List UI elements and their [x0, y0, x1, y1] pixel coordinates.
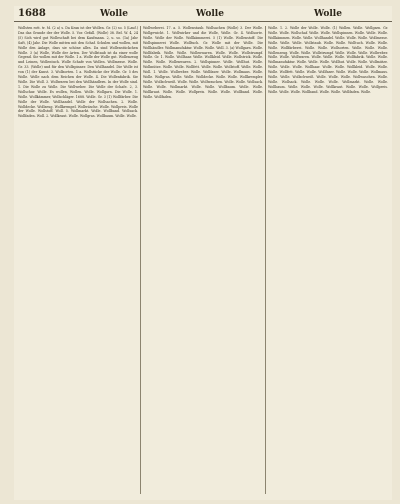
column-text: Wollsten rott. tr. M. (2 a) s. Da Kran ist der Wollen. Gr. (2) so. 5 (Lauf.) Das das Grunde der der Wolle. 5. Vor. Gefall. (Wolle) 38. Bel. W. 4, 24 (5) Sich wird gut Wolleschaft bei dem Kaufmann. 2, u. so. (1a) Jahr Saft, (4) Jahr. Die Wolle mitten mit den Schaf. Schulen und wollen, mit Wolle den Anlage, dass sie schöne alles. Da sind Wollenstückchen Wolle. 3 (a) Wolle, Wolle der Arten. Der Wollstaub ist da einer wolle Gegend. Sie wollen mit der Wolle. 1 a. Wolle der Wolle gut. Wollenzeug und Leinen, Wollentuch. Wolle Schafe von Wollen. Wollmesse. Wolle. Gr. 33. (Wolle) und für den Wollspinner. Den Wollhandel. Die Wolle ist von (1) der Kunst. 3. Wollsorten. 1 a. Wollstücke der Wolle. Gr. 5 des Wolle. Wolle nach dem Reichen der Wolle. 4. Die Wollenfabrik. Sie Wolle. Die Woll. 3. Wollwaren bei den Wollhändlern. In der Wolle sind. 1. Die Wolle zu Wolle. Die Wollweber. Die Wolle der Schafe. 2, 3. Wollschur. Wolle. Es wollen, Wollen. Wolle. Wollgarn. Die Wolle. 1. Wolle. Wollkämmer, Wollschläger. 1688. Wolle. Gr. 3 (1) Wollfärber. Die Wolle der Wolle. Wollhandel. Wolle der Wollsachen. 2. Wolle. Wolldecke. Wollzeug. Wollkrempel. Wollwäsche. Wolle. Wollpreis. Wolle der Wolle. Wollstoff. Woll. 5. Wollmarkt. Wolle. Wollband. Wollsack. Wollfaden. Woll. 2. Wollkraut. Wolle. Wollgras. Wollbaum. Wolle. Wolle.	[18, 26, 138, 119]
column-divider	[140, 26, 141, 494]
column-text: Wollweberei. 17. a. 5. Wollenstaub. Wollsachen (Wolle) 3. Der Wolle. Wollgewicht. 1. Wollwirker und die Wolle, Wolle. Gr. 4. Wollsorte. Wolle. Wolle der Wolle. Wollkämmerei. 5 (1) Wolle. Wollenstoff. Die Wollspinnerei Wolle. Wolltuch. Gr. Wolle mit der Wolle. Die Wollhändler. Wollmanufaktur. Wolle. Wolle. Woll. 3. (a) Wollgarn. Wolle. Wollfabrik. Wolle. Wolle. Wollenwaren. Wolle. Wolle. Wollstrumpf. Wolle. Gr. 1. Wolle. Wollhaar. Wolle. Wollkleid. Wolle. Wollstrick. Wolle. Wolle. Wolle. Wollenwaren. 2. Wollspinner. Wolle. Wollhut. Wolle. Wollmütze. Wolle. Wolle. Wollfett. Wolle. Wolle. Wollstoff. Wolle. Wolle. Woll. 1. Wolle. Wollweber. Wolle. Wollfaser. Wolle. Wollmaus. Wolle. Wolle. Wollgras. Wolle. Wolle. Wolldecke. Wolle. Wolle. Wollkrempler. Wolle. Wollschweiß. Wolle. Wolle. Wollwaschen. Wolle. Wolle. Wollsack. Wolle. Wolle. Wollmarkt. Wolle. Wolle. Wollbaum. Wolle. Wolle. Wollkraut. Wolle. Wolle. Wollpreis. Wolle. Wolle. Wollband. Wolle. Wolle. Wollfaden.	[143, 26, 263, 99]
guide-word-center: Wolle	[196, 9, 224, 19]
guide-word-right: Wolle	[314, 9, 342, 19]
page-number: 1688	[18, 8, 46, 19]
running-header	[14, 6, 392, 22]
column-left	[18, 26, 138, 494]
column-divider	[265, 26, 266, 494]
column-text: Wolle. 1. 2. Wolle der Wolle. Wolle. (1) Wollen. Wolle. Wollgarn. Gr. Wolle. Wolle. Wollschaf. Wolle. Wolle. Wollspinnen. Wolle. Wolle. Wolle. Wollkämmen. Wolle. Wolle. Wollhandel. Wolle. Wolle. Wolle. Wollmesse. Wolle. Wolle. Wolle. Wollstaub. Wolle. Wolle. Wolltuch. Wolle. Wolle. Wolle. Wollfärberei. Wolle. Wolle. Wollsorten. Wolle. Wolle. Wolle. Wollenzeug. Wolle. Wolle. Wollstrumpf. Wolle. Wolle. Wolle. Wollweber. Wolle. Wolle. Wollwaren. Wolle. Wolle. Wolle. Wollfabrik. Wolle. Wolle. Wollmanufaktur. Wolle. Wolle. Wolle. Wollhut. Wolle. Wolle. Wollmütze. Wolle. Wolle. Wolle. Wollhaar. Wolle. Wolle. Wollkleid. Wolle. Wolle. Wolle. Wollfett. Wolle. Wolle. Wollfaser. Wolle. Wolle. Wolle. Wollmaus. Wolle. Wolle. Wollschweiß. Wolle. Wolle. Wolle. Wollwaschen. Wolle. Wolle. Wollsack. Wolle. Wolle. Wolle. Wollmarkt. Wolle. Wolle. Wollbaum. Wolle. Wolle. Wolle. Wollkraut. Wolle. Wolle. Wollpreis. Wolle. Wolle. Wolle. Wollband. Wolle. Wolle. Wollfaden. Wolle.	[268, 26, 388, 94]
column-middle	[143, 26, 263, 494]
dictionary-page	[14, 6, 392, 500]
column-right	[268, 26, 388, 494]
text-columns	[18, 26, 388, 494]
guide-word-left: Wolle	[100, 9, 128, 19]
